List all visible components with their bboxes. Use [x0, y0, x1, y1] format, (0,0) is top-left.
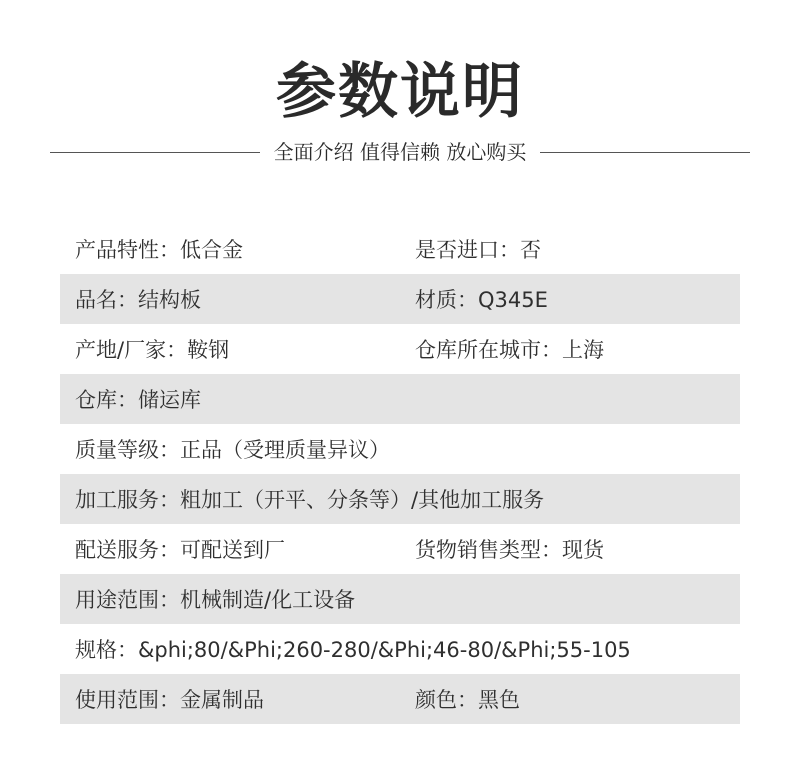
param-specification: 规格：&phi;80/&Phi;260-280/&Phi;46-80/&Phi;55-105	[75, 638, 631, 662]
param-row-usage	[60, 574, 740, 624]
param-row-application	[60, 674, 740, 724]
param-warehouse: 仓库：储运库	[75, 388, 201, 412]
param-row-origin	[60, 324, 740, 374]
param-row-warehouse	[60, 374, 740, 424]
param-sales-type: 货物销售类型：现货	[415, 538, 604, 562]
page-title: 参数说明	[276, 57, 524, 127]
param-application-range: 使用范围：金属制品	[75, 688, 264, 712]
parameter-table	[60, 224, 740, 724]
param-imported: 是否进口：否	[415, 238, 541, 262]
right-divider	[540, 152, 750, 153]
param-row-quality	[60, 424, 740, 474]
param-warehouse-city: 仓库所在城市：上海	[415, 338, 604, 362]
param-product-feature: 产品特性：低合金	[75, 238, 243, 262]
param-usage-scope: 用途范围：机械制造/化工设备	[75, 588, 356, 612]
param-material: 材质：Q345E	[415, 288, 548, 312]
param-row-spec	[60, 624, 740, 674]
subtitle-bar	[50, 136, 750, 168]
param-row-processing	[60, 474, 740, 524]
param-quality-grade: 质量等级：正品（受理质量异议）	[75, 438, 390, 462]
param-row-product-feature	[60, 224, 740, 274]
param-delivery-service: 配送服务：可配送到厂	[75, 538, 285, 562]
left-divider	[50, 152, 260, 153]
param-color: 颜色：黑色	[415, 688, 520, 712]
param-row-delivery	[60, 524, 740, 574]
param-origin: 产地/厂家：鞍钢	[75, 338, 230, 362]
param-product-name: 品名：结构板	[75, 288, 201, 312]
param-processing-service: 加工服务：粗加工（开平、分条等）/其他加工服务	[75, 488, 545, 512]
page-subtitle: 全面介绍 值得信赖 放心购买	[273, 140, 527, 164]
param-row-product-name	[60, 274, 740, 324]
